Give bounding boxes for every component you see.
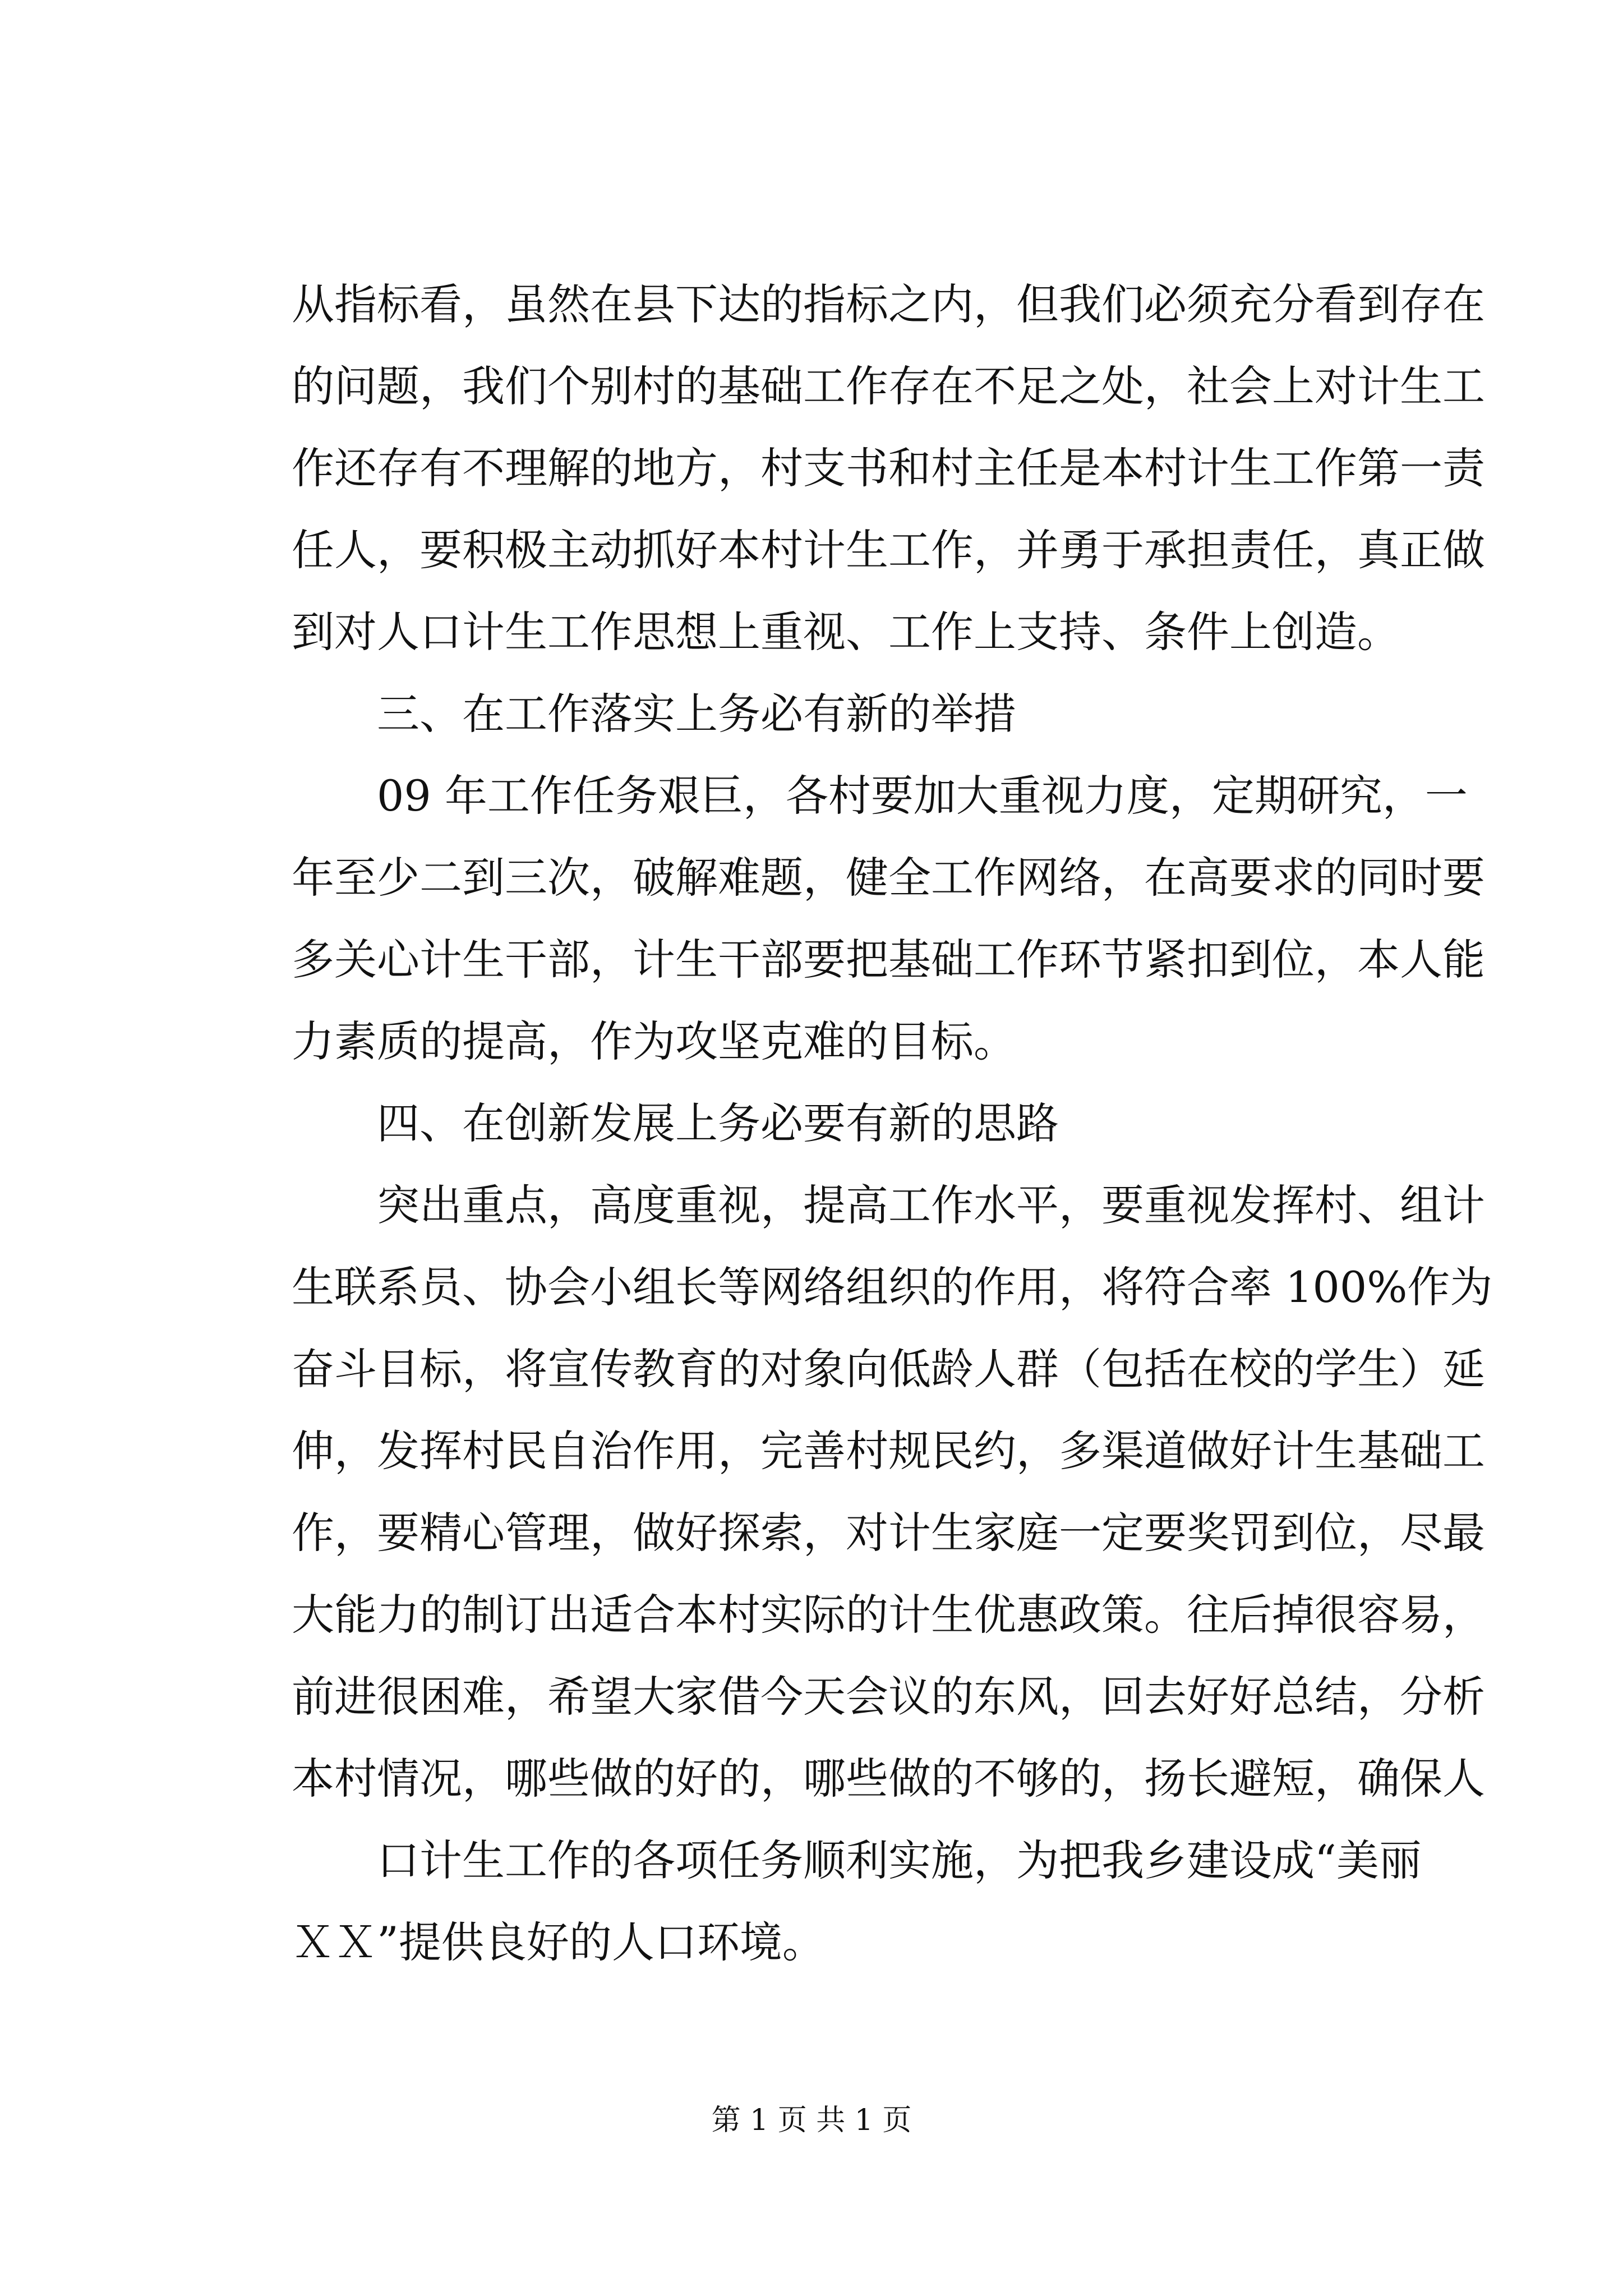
text-line: 前进很困难，希望大家借今天会议的东风，回去好好总结，分析 bbox=[292, 1672, 1485, 1722]
text-line: 任人，要积极主动抓好本村计生工作，并勇于承担责任，真正做 bbox=[292, 525, 1485, 575]
text-line: 本村情况，哪些做的好的，哪些做的不够的，扬长避短，确保人 bbox=[292, 1754, 1485, 1803]
text-line: 作还存有不理解的地方，村支书和村主任是本村计生工作第一责 bbox=[292, 443, 1485, 493]
text-line: 09 年工作任务艰巨，各村要加大重视力度，定期研究，一 bbox=[377, 771, 1468, 821]
section-heading-4: 四、在创新发展上务必要有新的思路 bbox=[377, 1098, 1059, 1148]
text-line: 突出重点，高度重视，提高工作水平，要重视发挥村、组计 bbox=[377, 1180, 1485, 1230]
text-line: 伸，发挥村民自治作用，完善村规民约，多渠道做好计生基础工 bbox=[292, 1426, 1485, 1476]
text-line: 生联系员、协会小组长等网络组织的作用，将符合率 100%作为 bbox=[292, 1262, 1493, 1312]
text-line: ＸＸ”提供良好的人口环境。 bbox=[292, 1917, 825, 1967]
text-line: 到对人口计生工作思想上重视、工作上支持、条件上创造。 bbox=[292, 607, 1400, 657]
text-line: 年至少二到三次，破解难题，健全工作网络，在高要求的同时要 bbox=[292, 853, 1485, 903]
text-line: 力素质的提高，作为攻坚克难的目标。 bbox=[292, 1016, 1016, 1066]
text-line: 的问题，我们个别村的基础工作存在不足之处，社会上对计生工 bbox=[292, 361, 1485, 411]
section-heading-3: 三、在工作落实上务必有新的举措 bbox=[377, 689, 1016, 739]
text-line: 从指标看，虽然在县下达的指标之内，但我们必须充分看到存在 bbox=[292, 279, 1485, 329]
text-line: 多关心计生干部，计生干部要把基础工作环节紧扣到位，本人能 bbox=[292, 935, 1485, 984]
document-body bbox=[292, 264, 1493, 1984]
page-footer: 第 1 页 共 1 页 bbox=[711, 2104, 912, 2137]
text-line: 作，要精心管理，做好探索，对计生家庭一定要奖罚到位，尽最 bbox=[292, 1508, 1485, 1558]
text-line: 奋斗目标，将宣传教育的对象向低龄人群（包括在校的学生）延 bbox=[292, 1344, 1485, 1394]
text-line: 大能力的制订出适合本村实际的计生优惠政策。往后掉很容易， bbox=[292, 1590, 1485, 1640]
text-line: 口计生工作的各项任务顺利实施，为把我乡建设成“美丽 bbox=[377, 1835, 1422, 1885]
